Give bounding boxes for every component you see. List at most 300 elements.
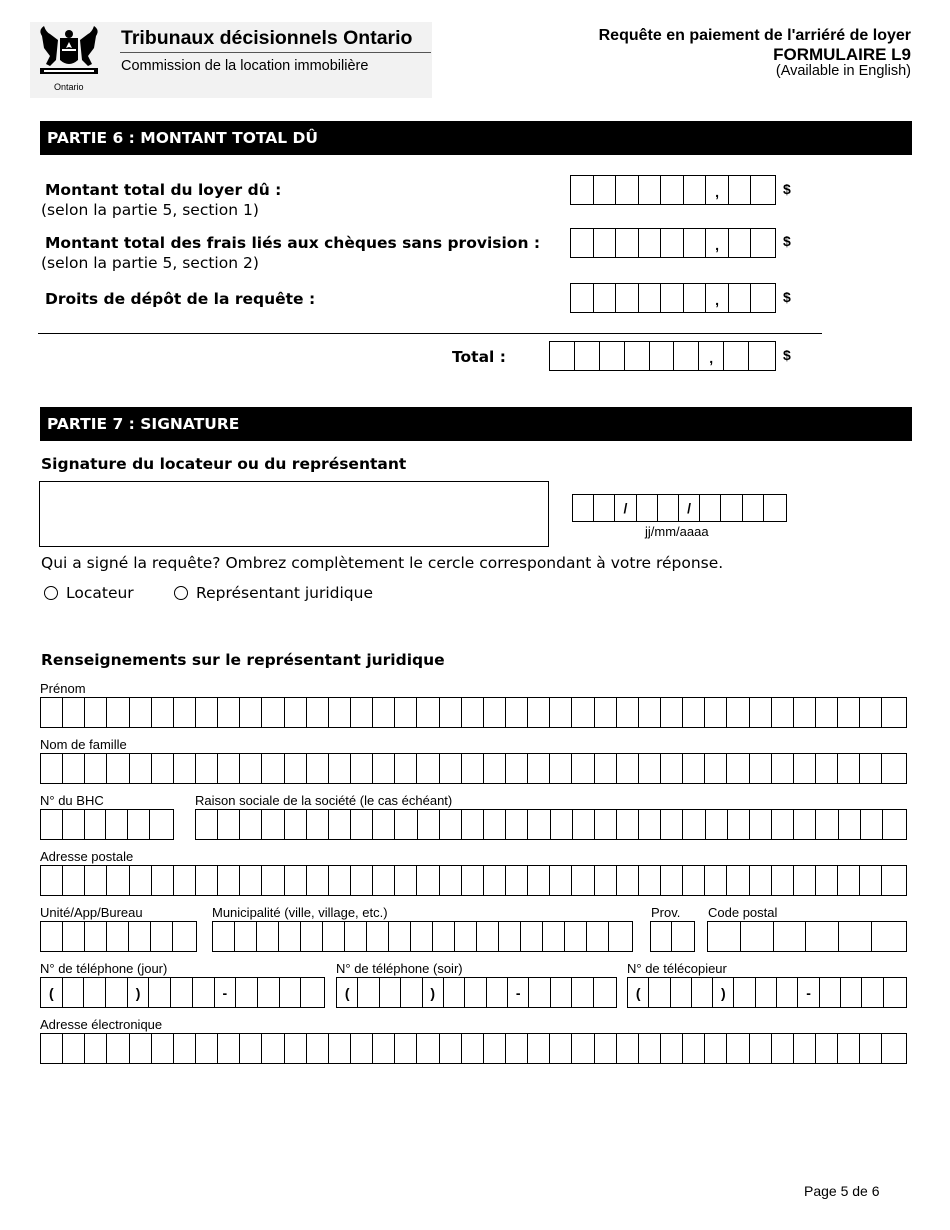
input-cell[interactable] xyxy=(528,754,550,783)
input-cell[interactable] xyxy=(63,754,85,783)
input-cell[interactable] xyxy=(262,698,284,727)
input-cell[interactable] xyxy=(196,1034,218,1063)
input-cell[interactable] xyxy=(63,922,85,951)
input-cell[interactable] xyxy=(772,810,794,839)
input-cell[interactable] xyxy=(218,1034,240,1063)
input-cell[interactable] xyxy=(235,922,257,951)
input-cell[interactable] xyxy=(684,176,707,204)
company-name-field[interactable] xyxy=(195,809,907,840)
input-cell[interactable] xyxy=(395,754,417,783)
input-cell[interactable] xyxy=(130,698,152,727)
input-cell[interactable] xyxy=(484,810,506,839)
input-cell[interactable] xyxy=(600,342,625,370)
input-cell[interactable] xyxy=(367,922,389,951)
input-cell[interactable] xyxy=(838,754,860,783)
input-cell[interactable] xyxy=(218,698,240,727)
input-cell[interactable] xyxy=(174,754,196,783)
input-cell[interactable] xyxy=(257,922,279,951)
input-cell[interactable] xyxy=(484,754,506,783)
input-cell[interactable] xyxy=(174,698,196,727)
input-cell[interactable] xyxy=(751,284,774,312)
input-cell[interactable] xyxy=(258,978,280,1007)
input-cell[interactable] xyxy=(262,754,284,783)
input-cell[interactable] xyxy=(727,866,749,895)
input-cell[interactable] xyxy=(440,1034,462,1063)
input-cell[interactable] xyxy=(240,698,262,727)
input-cell[interactable] xyxy=(106,810,128,839)
input-cell[interactable] xyxy=(639,176,662,204)
input-cell[interactable] xyxy=(794,1034,816,1063)
legal-rep-radio[interactable] xyxy=(174,586,188,600)
input-cell[interactable] xyxy=(107,698,129,727)
input-cell[interactable] xyxy=(417,1034,439,1063)
input-cell[interactable] xyxy=(884,978,905,1007)
input-cell[interactable] xyxy=(729,176,752,204)
input-cell[interactable] xyxy=(528,698,550,727)
input-cell[interactable] xyxy=(528,810,550,839)
input-cell[interactable] xyxy=(85,754,107,783)
input-cell[interactable] xyxy=(594,284,617,312)
input-cell[interactable] xyxy=(639,754,661,783)
input-cell[interactable] xyxy=(594,176,617,204)
input-cell[interactable] xyxy=(130,866,152,895)
input-cell[interactable] xyxy=(285,866,307,895)
input-cell[interactable] xyxy=(85,922,107,951)
input-cell[interactable] xyxy=(543,922,565,951)
input-cell[interactable] xyxy=(351,698,373,727)
input-cell[interactable] xyxy=(462,810,484,839)
input-cell[interactable] xyxy=(860,754,882,783)
input-cell[interactable] xyxy=(692,978,713,1007)
filing-fee-field[interactable] xyxy=(570,283,776,313)
input-cell[interactable] xyxy=(373,810,395,839)
input-cell[interactable] xyxy=(329,698,351,727)
input-cell[interactable] xyxy=(684,284,707,312)
input-cell[interactable] xyxy=(794,754,816,783)
input-cell[interactable] xyxy=(595,698,617,727)
input-cell[interactable] xyxy=(661,1034,683,1063)
input-cell[interactable] xyxy=(661,866,683,895)
input-cell[interactable] xyxy=(417,754,439,783)
input-cell[interactable] xyxy=(506,698,528,727)
input-cell[interactable] xyxy=(444,978,465,1007)
input-cell[interactable] xyxy=(575,342,600,370)
total-field[interactable] xyxy=(549,341,776,371)
input-cell[interactable] xyxy=(301,978,323,1007)
input-cell[interactable] xyxy=(171,978,193,1007)
input-cell[interactable] xyxy=(285,754,307,783)
input-cell[interactable] xyxy=(861,810,883,839)
input-cell[interactable] xyxy=(571,176,594,204)
input-cell[interactable] xyxy=(307,810,329,839)
input-cell[interactable] xyxy=(417,698,439,727)
input-cell[interactable] xyxy=(595,754,617,783)
mailing-address-field[interactable] xyxy=(40,865,907,896)
input-cell[interactable] xyxy=(750,754,772,783)
input-cell[interactable] xyxy=(764,495,785,521)
input-cell[interactable] xyxy=(551,978,572,1007)
input-cell[interactable] xyxy=(609,922,631,951)
input-cell[interactable] xyxy=(571,284,594,312)
input-cell[interactable] xyxy=(734,978,755,1007)
input-cell[interactable] xyxy=(285,1034,307,1063)
input-cell[interactable] xyxy=(528,1034,550,1063)
input-cell[interactable] xyxy=(462,754,484,783)
input-cell[interactable] xyxy=(816,810,838,839)
input-cell[interactable] xyxy=(661,176,684,204)
input-cell[interactable] xyxy=(373,1034,395,1063)
input-cell[interactable] xyxy=(637,495,658,521)
input-cell[interactable] xyxy=(616,229,639,257)
input-cell[interactable] xyxy=(506,1034,528,1063)
input-cell[interactable] xyxy=(721,495,742,521)
input-cell[interactable] xyxy=(240,866,262,895)
input-cell[interactable] xyxy=(684,229,707,257)
input-cell[interactable] xyxy=(650,342,675,370)
unit-field[interactable] xyxy=(40,921,197,952)
input-cell[interactable] xyxy=(683,1034,705,1063)
input-cell[interactable] xyxy=(772,1034,794,1063)
input-cell[interactable] xyxy=(63,978,85,1007)
input-cell[interactable] xyxy=(729,284,752,312)
input-cell[interactable] xyxy=(484,698,506,727)
input-cell[interactable] xyxy=(528,866,550,895)
input-cell[interactable] xyxy=(816,754,838,783)
input-cell[interactable] xyxy=(329,754,351,783)
input-cell[interactable] xyxy=(741,922,774,951)
input-cell[interactable] xyxy=(107,754,129,783)
input-cell[interactable] xyxy=(129,922,151,951)
input-cell[interactable] xyxy=(860,1034,882,1063)
input-cell[interactable] xyxy=(649,978,670,1007)
input-cell[interactable] xyxy=(236,978,258,1007)
rent-total-field[interactable] xyxy=(570,175,776,205)
input-cell[interactable] xyxy=(756,978,777,1007)
input-cell[interactable] xyxy=(85,810,107,839)
input-cell[interactable] xyxy=(708,922,741,951)
lso-number-field[interactable] xyxy=(40,809,174,840)
input-cell[interactable] xyxy=(499,922,521,951)
input-cell[interactable] xyxy=(595,866,617,895)
input-cell[interactable] xyxy=(882,754,904,783)
input-cell[interactable] xyxy=(573,810,595,839)
input-cell[interactable] xyxy=(285,810,307,839)
input-cell[interactable] xyxy=(345,922,367,951)
input-cell[interactable] xyxy=(639,810,661,839)
landlord-radio[interactable] xyxy=(44,586,58,600)
input-cell[interactable] xyxy=(550,866,572,895)
input-cell[interactable] xyxy=(433,922,455,951)
input-cell[interactable] xyxy=(728,810,750,839)
input-cell[interactable] xyxy=(683,810,705,839)
input-cell[interactable] xyxy=(329,810,351,839)
input-cell[interactable] xyxy=(661,229,684,257)
input-cell[interactable] xyxy=(617,1034,639,1063)
input-cell[interactable] xyxy=(262,810,284,839)
input-cell[interactable] xyxy=(674,342,699,370)
province-field[interactable] xyxy=(650,921,695,952)
input-cell[interactable] xyxy=(218,866,240,895)
input-cell[interactable] xyxy=(440,866,462,895)
input-cell[interactable] xyxy=(307,698,329,727)
input-cell[interactable] xyxy=(389,922,411,951)
input-cell[interactable] xyxy=(750,810,772,839)
input-cell[interactable] xyxy=(671,978,692,1007)
input-cell[interactable] xyxy=(196,810,218,839)
first-name-field[interactable] xyxy=(40,697,907,728)
input-cell[interactable] xyxy=(595,810,617,839)
input-cell[interactable] xyxy=(750,698,772,727)
input-cell[interactable] xyxy=(794,866,816,895)
input-cell[interactable] xyxy=(617,754,639,783)
input-cell[interactable] xyxy=(196,698,218,727)
input-cell[interactable] xyxy=(639,866,661,895)
input-cell[interactable] xyxy=(506,754,528,783)
input-cell[interactable] xyxy=(85,866,107,895)
input-cell[interactable] xyxy=(572,978,593,1007)
input-cell[interactable] xyxy=(506,866,528,895)
input-cell[interactable] xyxy=(727,754,749,783)
input-cell[interactable] xyxy=(572,866,594,895)
input-cell[interactable] xyxy=(774,922,807,951)
input-cell[interactable] xyxy=(280,978,302,1007)
input-cell[interactable] xyxy=(351,1034,373,1063)
input-cell[interactable] xyxy=(617,810,639,839)
input-cell[interactable] xyxy=(193,978,215,1007)
input-cell[interactable] xyxy=(727,698,749,727)
input-cell[interactable] xyxy=(128,810,150,839)
input-cell[interactable] xyxy=(705,698,727,727)
input-cell[interactable] xyxy=(772,698,794,727)
input-cell[interactable] xyxy=(240,810,262,839)
input-cell[interactable] xyxy=(440,754,462,783)
input-cell[interactable] xyxy=(373,754,395,783)
input-cell[interactable] xyxy=(106,978,128,1007)
input-cell[interactable] xyxy=(41,698,63,727)
nsf-total-field[interactable] xyxy=(570,228,776,258)
input-cell[interactable] xyxy=(550,342,575,370)
municipality-field[interactable] xyxy=(212,921,633,952)
phone-day-field[interactable] xyxy=(40,977,325,1008)
input-cell[interactable] xyxy=(373,698,395,727)
input-cell[interactable] xyxy=(301,922,323,951)
input-cell[interactable] xyxy=(750,866,772,895)
input-cell[interactable] xyxy=(174,866,196,895)
input-cell[interactable] xyxy=(329,866,351,895)
input-cell[interactable] xyxy=(572,698,594,727)
input-cell[interactable] xyxy=(351,866,373,895)
input-cell[interactable] xyxy=(661,284,684,312)
input-cell[interactable] xyxy=(639,1034,661,1063)
input-cell[interactable] xyxy=(240,1034,262,1063)
input-cell[interactable] xyxy=(724,342,749,370)
input-cell[interactable] xyxy=(839,922,872,951)
signature-date-field[interactable] xyxy=(572,494,787,522)
input-cell[interactable] xyxy=(639,229,662,257)
input-cell[interactable] xyxy=(573,495,594,521)
input-cell[interactable] xyxy=(196,754,218,783)
input-cell[interactable] xyxy=(594,978,615,1007)
input-cell[interactable] xyxy=(41,810,63,839)
input-cell[interactable] xyxy=(262,1034,284,1063)
input-cell[interactable] xyxy=(816,698,838,727)
input-cell[interactable] xyxy=(772,866,794,895)
input-cell[interactable] xyxy=(484,1034,506,1063)
input-cell[interactable] xyxy=(729,229,752,257)
input-cell[interactable] xyxy=(152,866,174,895)
input-cell[interactable] xyxy=(107,1034,129,1063)
input-cell[interactable] xyxy=(794,810,816,839)
phone-evening-field[interactable] xyxy=(336,977,617,1008)
input-cell[interactable] xyxy=(196,866,218,895)
input-cell[interactable] xyxy=(240,754,262,783)
input-cell[interactable] xyxy=(806,922,839,951)
input-cell[interactable] xyxy=(683,866,705,895)
input-cell[interactable] xyxy=(816,866,838,895)
input-cell[interactable] xyxy=(594,495,615,521)
input-cell[interactable] xyxy=(307,866,329,895)
input-cell[interactable] xyxy=(862,978,883,1007)
input-cell[interactable] xyxy=(617,698,639,727)
input-cell[interactable] xyxy=(550,1034,572,1063)
input-cell[interactable] xyxy=(883,810,905,839)
input-cell[interactable] xyxy=(395,866,417,895)
input-cell[interactable] xyxy=(401,978,422,1007)
input-cell[interactable] xyxy=(529,978,550,1007)
input-cell[interactable] xyxy=(839,810,861,839)
input-cell[interactable] xyxy=(462,1034,484,1063)
last-name-field[interactable] xyxy=(40,753,907,784)
email-field[interactable] xyxy=(40,1033,907,1064)
input-cell[interactable] xyxy=(882,1034,904,1063)
input-cell[interactable] xyxy=(63,810,85,839)
input-cell[interactable] xyxy=(860,866,882,895)
input-cell[interactable] xyxy=(816,1034,838,1063)
input-cell[interactable] xyxy=(130,754,152,783)
input-cell[interactable] xyxy=(395,1034,417,1063)
input-cell[interactable] xyxy=(41,866,63,895)
input-cell[interactable] xyxy=(565,922,587,951)
input-cell[interactable] xyxy=(587,922,609,951)
input-cell[interactable] xyxy=(551,810,573,839)
input-cell[interactable] xyxy=(777,978,798,1007)
input-cell[interactable] xyxy=(672,922,693,951)
input-cell[interactable] xyxy=(285,698,307,727)
input-cell[interactable] xyxy=(107,866,129,895)
input-cell[interactable] xyxy=(750,1034,772,1063)
input-cell[interactable] xyxy=(484,866,506,895)
input-cell[interactable] xyxy=(617,866,639,895)
input-cell[interactable] xyxy=(41,754,63,783)
input-cell[interactable] xyxy=(63,866,85,895)
input-cell[interactable] xyxy=(380,978,401,1007)
input-cell[interactable] xyxy=(462,866,484,895)
input-cell[interactable] xyxy=(262,866,284,895)
input-cell[interactable] xyxy=(683,754,705,783)
input-cell[interactable] xyxy=(521,922,543,951)
input-cell[interactable] xyxy=(440,698,462,727)
input-cell[interactable] xyxy=(462,698,484,727)
input-cell[interactable] xyxy=(440,810,462,839)
input-cell[interactable] xyxy=(41,1034,63,1063)
input-cell[interactable] xyxy=(373,866,395,895)
input-cell[interactable] xyxy=(358,978,379,1007)
input-cell[interactable] xyxy=(173,922,195,951)
input-cell[interactable] xyxy=(279,922,301,951)
input-cell[interactable] xyxy=(571,229,594,257)
input-cell[interactable] xyxy=(860,698,882,727)
input-cell[interactable] xyxy=(751,229,774,257)
fax-field[interactable] xyxy=(627,977,907,1008)
input-cell[interactable] xyxy=(329,1034,351,1063)
input-cell[interactable] xyxy=(152,1034,174,1063)
input-cell[interactable] xyxy=(616,176,639,204)
input-cell[interactable] xyxy=(63,1034,85,1063)
input-cell[interactable] xyxy=(218,754,240,783)
input-cell[interactable] xyxy=(794,698,816,727)
input-cell[interactable] xyxy=(550,754,572,783)
input-cell[interactable] xyxy=(465,978,486,1007)
input-cell[interactable] xyxy=(651,922,672,951)
input-cell[interactable] xyxy=(749,342,774,370)
input-cell[interactable] xyxy=(152,754,174,783)
input-cell[interactable] xyxy=(594,229,617,257)
input-cell[interactable] xyxy=(639,284,662,312)
input-cell[interactable] xyxy=(572,754,594,783)
postal-code-field[interactable] xyxy=(707,921,907,952)
input-cell[interactable] xyxy=(705,866,727,895)
input-cell[interactable] xyxy=(572,1034,594,1063)
input-cell[interactable] xyxy=(487,978,508,1007)
input-cell[interactable] xyxy=(661,698,683,727)
input-cell[interactable] xyxy=(307,754,329,783)
input-cell[interactable] xyxy=(150,810,172,839)
input-cell[interactable] xyxy=(149,978,171,1007)
input-cell[interactable] xyxy=(418,810,440,839)
input-cell[interactable] xyxy=(395,698,417,727)
input-cell[interactable] xyxy=(882,866,904,895)
input-cell[interactable] xyxy=(706,810,728,839)
signature-box[interactable] xyxy=(39,481,549,547)
input-cell[interactable] xyxy=(411,922,433,951)
input-cell[interactable] xyxy=(218,810,240,839)
input-cell[interactable] xyxy=(882,698,904,727)
input-cell[interactable] xyxy=(152,698,174,727)
input-cell[interactable] xyxy=(705,754,727,783)
input-cell[interactable] xyxy=(477,922,499,951)
input-cell[interactable] xyxy=(700,495,721,521)
input-cell[interactable] xyxy=(838,866,860,895)
input-cell[interactable] xyxy=(307,1034,329,1063)
input-cell[interactable] xyxy=(506,810,528,839)
input-cell[interactable] xyxy=(743,495,764,521)
input-cell[interactable] xyxy=(661,754,683,783)
input-cell[interactable] xyxy=(417,866,439,895)
input-cell[interactable] xyxy=(213,922,235,951)
input-cell[interactable] xyxy=(639,698,661,727)
input-cell[interactable] xyxy=(683,698,705,727)
input-cell[interactable] xyxy=(85,698,107,727)
input-cell[interactable] xyxy=(41,922,63,951)
input-cell[interactable] xyxy=(838,1034,860,1063)
input-cell[interactable] xyxy=(625,342,650,370)
input-cell[interactable] xyxy=(841,978,862,1007)
input-cell[interactable] xyxy=(727,1034,749,1063)
input-cell[interactable] xyxy=(772,754,794,783)
input-cell[interactable] xyxy=(351,754,373,783)
input-cell[interactable] xyxy=(550,698,572,727)
input-cell[interactable] xyxy=(323,922,345,951)
